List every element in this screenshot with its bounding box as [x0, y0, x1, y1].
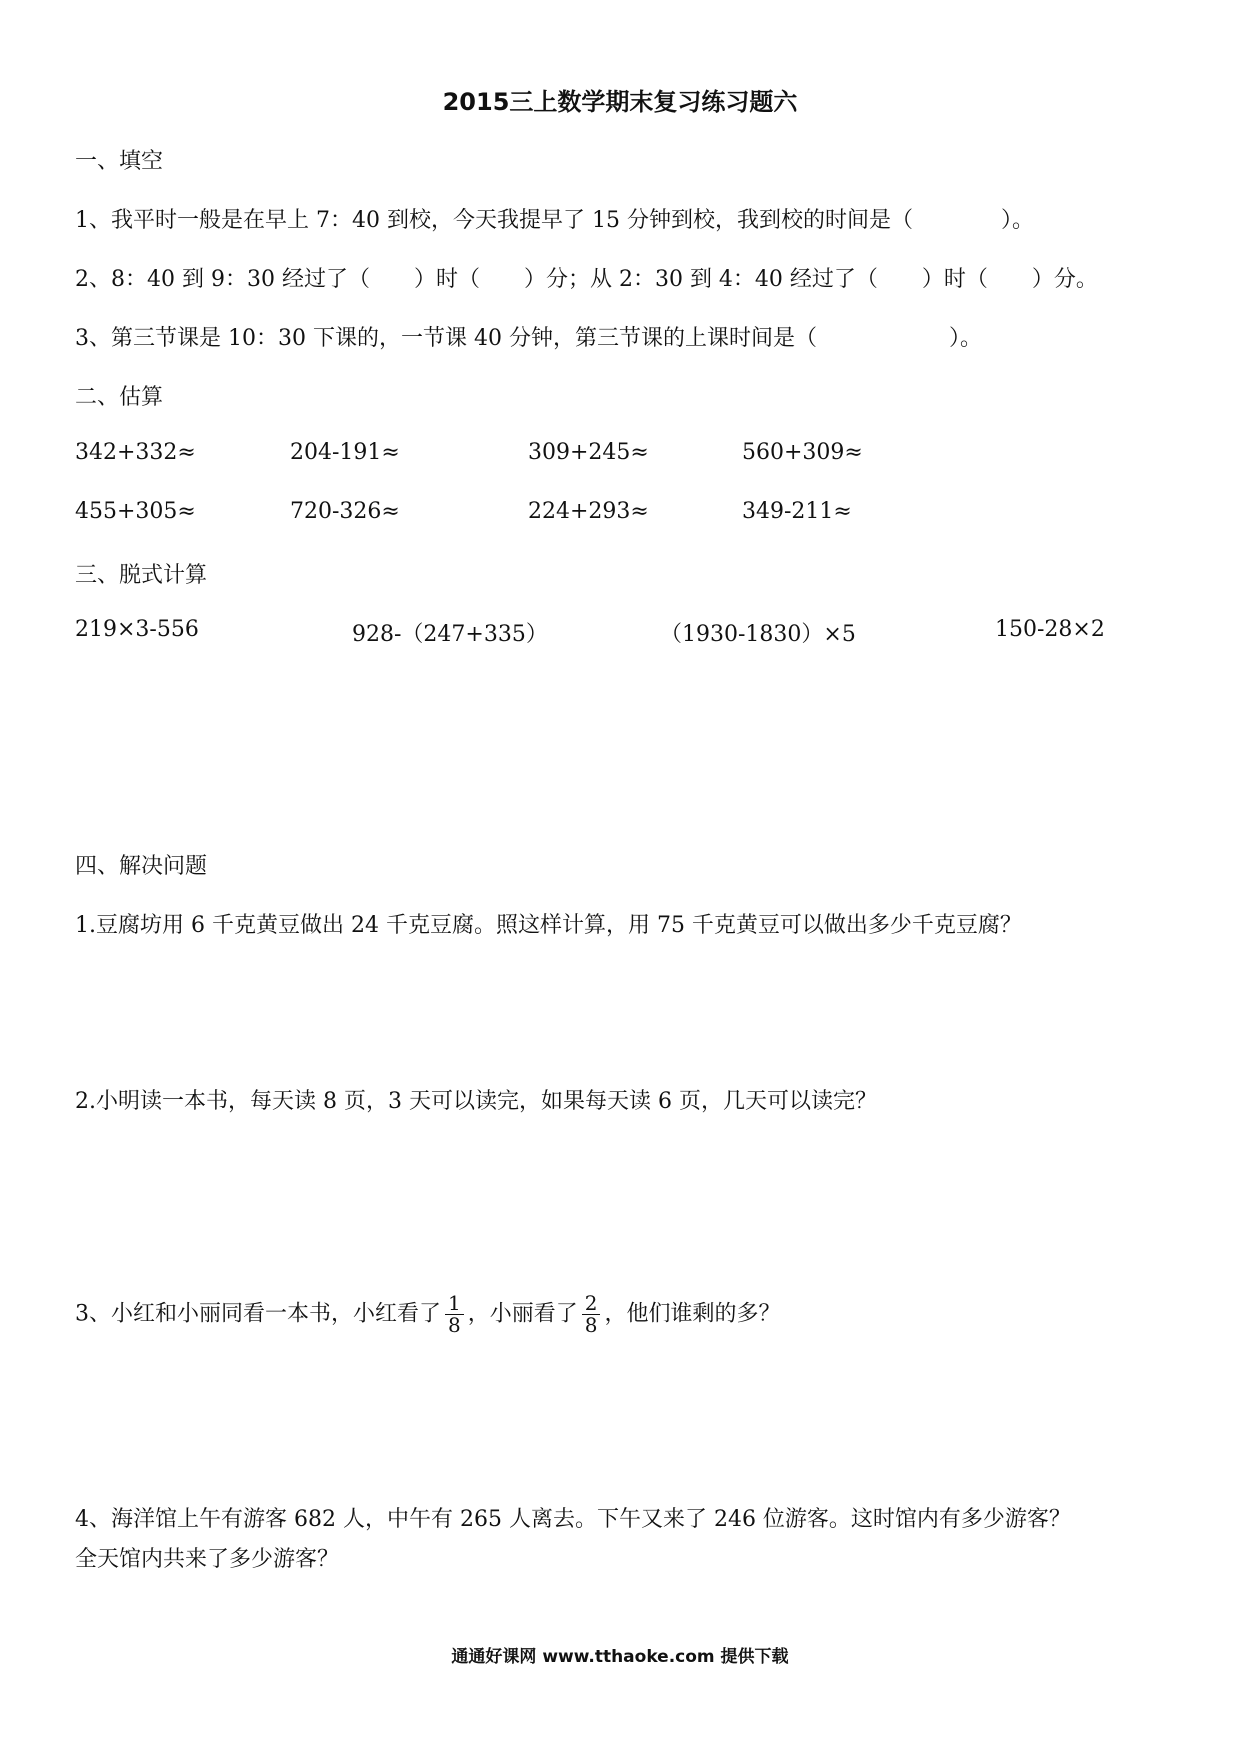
footer-source: 通通好课网 www.tthaoke.com 提供下载 — [451, 1647, 789, 1667]
estimation-item: 309+245≈ — [528, 440, 649, 465]
estimation-item: 204-191≈ — [290, 440, 400, 465]
fraction-denominator: 8 — [448, 1313, 461, 1337]
estimation-item: 342+332≈ — [75, 440, 196, 465]
fraction-numerator: 2 — [582, 1293, 601, 1315]
estimation-item: 720-326≈ — [290, 499, 400, 524]
fraction-two-eighths — [582, 1293, 601, 1336]
section-heading-step-calculation: 三、脱式计算 — [75, 563, 208, 588]
word-problem-1: 1.豆腐坊用 6 千克黄豆做出 24 千克豆腐。照这样计算，用 75 千克黄豆可以做出多少千克豆腐？ — [75, 913, 1022, 938]
fill-blank-question-1: 1、我平时一般是在早上 7：40 到校，今天我提早了 15 分钟到校，我到校的时间是（ ）。 — [75, 208, 1034, 233]
calculation-item: （1930-1830）×5 — [660, 622, 856, 647]
calculation-item: 219×3-556 — [75, 617, 199, 642]
estimation-item: 560+309≈ — [742, 440, 863, 465]
page-title: 2015三上数学期末复习练习题六 — [442, 88, 798, 116]
fraction-one-eighth — [445, 1293, 464, 1336]
word-problem-3-text-a: 3、小红和小丽同看一本书，小红看了 — [75, 1301, 441, 1327]
fraction-denominator: 8 — [584, 1313, 598, 1337]
fill-blank-question-3: 3、第三节课是 10：30 下课的，一节课 40 分钟，第三节课的上课时间是（ ）。 — [75, 326, 982, 351]
word-problem-4-line-1: 4、海洋馆上午有游客 682 人，中午有 265 人离去。下午又来了 246 位游客。这时馆内有多少游客？ — [75, 1507, 1071, 1532]
fraction-numerator: 1 — [445, 1293, 464, 1315]
section-heading-fill-blank: 一、填空 — [75, 149, 164, 174]
calculation-item: 928-（247+335） — [352, 622, 548, 647]
calculation-item: 150-28×2 — [995, 617, 1105, 642]
section-heading-word-problems: 四、解决问题 — [75, 854, 208, 879]
fill-blank-question-2: 2、8：40 到 9：30 经过了（ ）时（ ）分；从 2：30 到 4：40 经过了（ ）时（ ）分。 — [75, 267, 1098, 292]
word-problem-3-text-b: ，小丽看了 — [467, 1301, 578, 1327]
estimation-item: 224+293≈ — [528, 499, 649, 524]
word-problem-3 — [75, 1293, 781, 1336]
estimation-item: 349-211≈ — [742, 499, 852, 524]
word-problem-3-text-c: ，他们谁剩的多？ — [604, 1301, 781, 1327]
estimation-item: 455+305≈ — [75, 499, 196, 524]
word-problem-2: 2.小明读一本书，每天读 8 页，3 天可以读完，如果每天读 6 页，几天可以读完？ — [75, 1089, 877, 1114]
section-heading-estimation: 二、估算 — [75, 385, 164, 410]
word-problem-4-line-2: 全天馆内共来了多少游客？ — [75, 1547, 340, 1572]
